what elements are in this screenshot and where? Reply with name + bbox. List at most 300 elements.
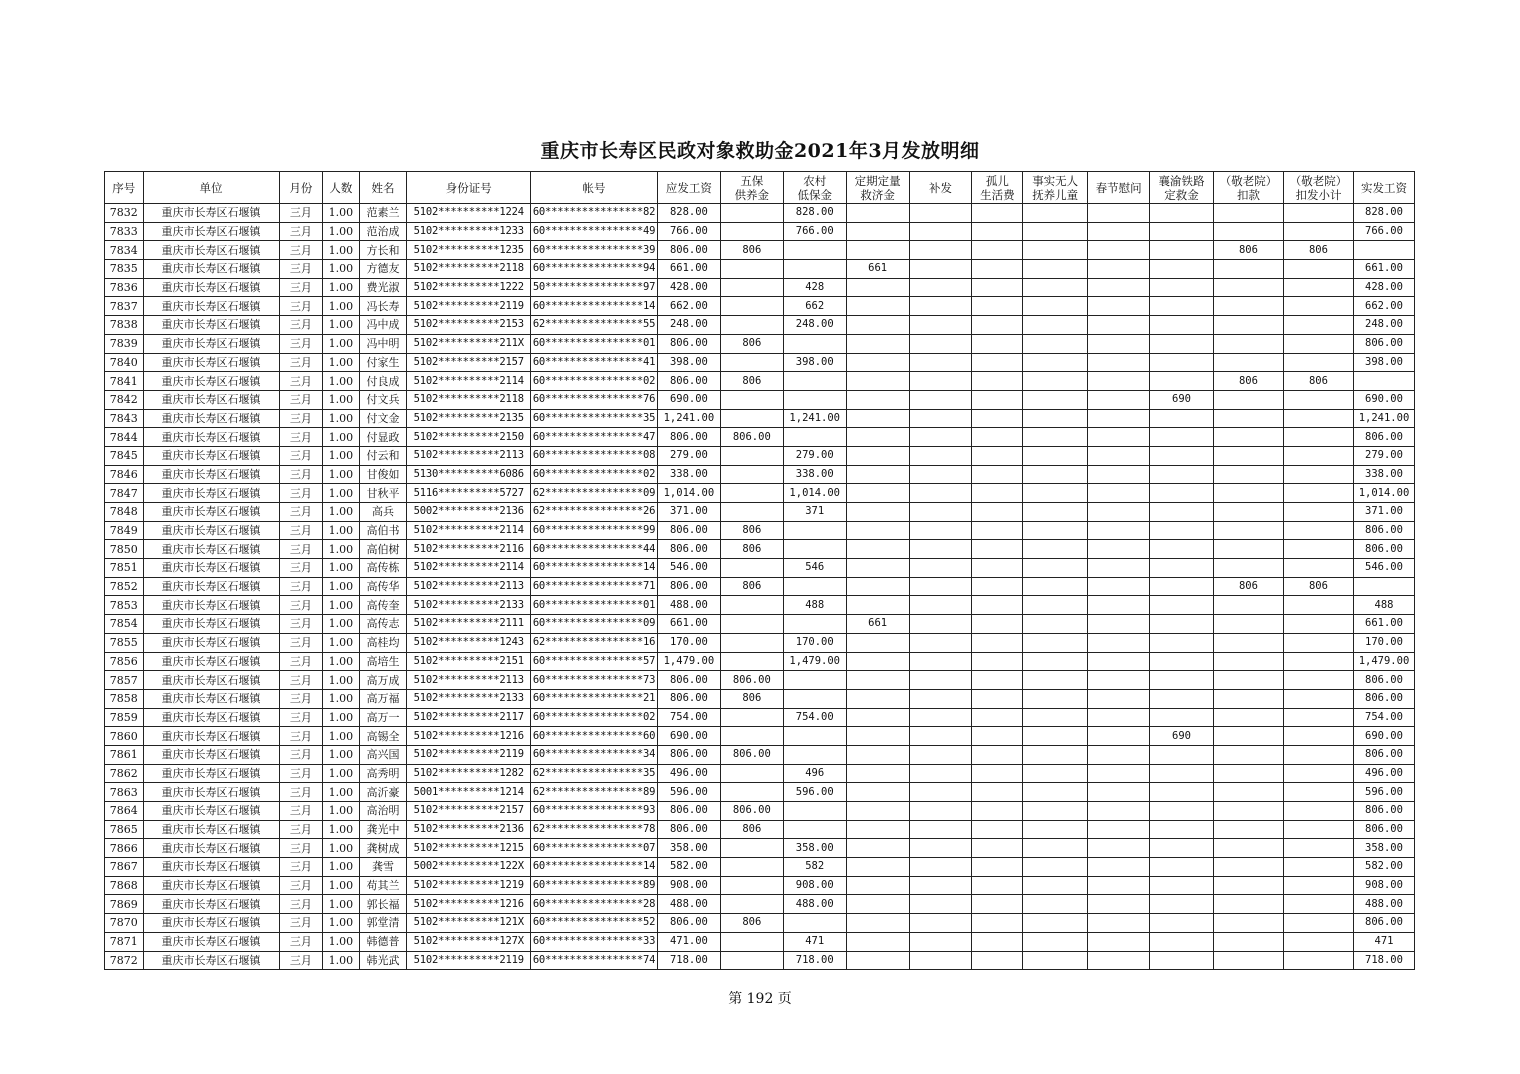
table-cell: 付良成	[359, 372, 407, 391]
table-cell: 908.00	[783, 876, 846, 895]
table-cell: 5102**********1222	[407, 278, 531, 297]
table-cell	[972, 316, 1023, 335]
table-cell	[720, 708, 783, 727]
table-cell: 1.00	[323, 353, 360, 372]
table-cell: 1.00	[323, 409, 360, 428]
table-cell	[1150, 465, 1214, 484]
table-cell: 5102**********2118	[407, 260, 531, 279]
table-cell: 三月	[279, 503, 323, 522]
table-cell	[1283, 745, 1353, 764]
table-cell	[720, 932, 783, 951]
table-cell: 7856	[105, 652, 144, 671]
table-cell: 高万福	[359, 689, 407, 708]
table-cell: 三月	[279, 615, 323, 634]
table-cell: 5102**********2114	[407, 559, 531, 578]
table-cell	[1023, 802, 1088, 821]
table-cell	[1023, 409, 1088, 428]
table-row	[105, 633, 1415, 652]
table-cell	[1213, 465, 1283, 484]
table-cell: 重庆市长寿区石堰镇	[143, 409, 279, 428]
column-header: 五保 供养金	[720, 172, 783, 204]
table-cell	[1023, 222, 1088, 241]
table-cell	[1150, 652, 1214, 671]
table-cell: 5102**********2136	[407, 820, 531, 839]
table-cell	[909, 689, 972, 708]
table-row	[105, 353, 1415, 372]
table-cell: 5102**********1224	[407, 204, 531, 223]
table-row	[105, 334, 1415, 353]
table-cell	[909, 820, 972, 839]
table-cell: 重庆市长寿区石堰镇	[143, 951, 279, 970]
table-cell: 428.00	[1353, 278, 1414, 297]
table-cell: 62****************35	[531, 764, 658, 783]
table-cell	[1023, 914, 1088, 933]
table-cell	[1023, 484, 1088, 503]
table-cell: 60****************82	[531, 204, 658, 223]
table-cell: 三月	[279, 783, 323, 802]
table-cell	[909, 372, 972, 391]
table-cell: 690.00	[1353, 390, 1414, 409]
table-cell	[720, 484, 783, 503]
table-cell: 1.00	[323, 745, 360, 764]
table-cell	[1283, 428, 1353, 447]
table-cell: 398.00	[783, 353, 846, 372]
table-cell: 7835	[105, 260, 144, 279]
table-cell	[783, 428, 846, 447]
table-cell: 7834	[105, 241, 144, 260]
table-cell: 5102**********2111	[407, 615, 531, 634]
table-row	[105, 222, 1415, 241]
table-cell	[846, 858, 909, 877]
table-cell: 7842	[105, 390, 144, 409]
table-cell	[846, 484, 909, 503]
table-cell: 806.00	[1353, 689, 1414, 708]
table-cell	[1088, 297, 1150, 316]
table-cell	[720, 409, 783, 428]
table-cell: 三月	[279, 633, 323, 652]
table-cell: 60****************60	[531, 727, 658, 746]
table-cell	[1088, 484, 1150, 503]
table-cell: 5130**********6086	[407, 465, 531, 484]
table-cell: 754.00	[657, 708, 720, 727]
table-cell: 7859	[105, 708, 144, 727]
table-cell	[1023, 895, 1088, 914]
table-cell: 7870	[105, 914, 144, 933]
table-cell	[1088, 503, 1150, 522]
table-cell: 754.00	[783, 708, 846, 727]
table-cell: 828.00	[783, 204, 846, 223]
table-cell: 661.00	[1353, 615, 1414, 634]
table-cell: 1.00	[323, 914, 360, 933]
table-cell: 806	[1213, 241, 1283, 260]
table-row	[105, 652, 1415, 671]
table-cell: 582.00	[657, 858, 720, 877]
table-row	[105, 297, 1415, 316]
table-cell	[909, 278, 972, 297]
table-cell	[972, 241, 1023, 260]
table-row	[105, 727, 1415, 746]
table-cell: 5102**********2114	[407, 372, 531, 391]
table-cell	[1150, 689, 1214, 708]
table-cell	[909, 951, 972, 970]
table-cell	[909, 204, 972, 223]
table-cell: 662.00	[1353, 297, 1414, 316]
table-cell	[846, 278, 909, 297]
table-cell	[1088, 708, 1150, 727]
table-cell: 1.00	[323, 876, 360, 895]
table-cell: 1.00	[323, 596, 360, 615]
table-cell	[972, 372, 1023, 391]
table-cell	[1088, 559, 1150, 578]
table-cell	[720, 297, 783, 316]
table-cell: 三月	[279, 876, 323, 895]
table-cell	[1283, 708, 1353, 727]
table-cell	[1283, 316, 1353, 335]
table-cell: 三月	[279, 671, 323, 690]
table-cell: 重庆市长寿区石堰镇	[143, 689, 279, 708]
table-cell: 908.00	[657, 876, 720, 895]
table-cell: 1.00	[323, 615, 360, 634]
table-cell: 806	[720, 334, 783, 353]
table-row	[105, 241, 1415, 260]
column-header: 序号	[105, 172, 144, 204]
table-cell: 高培生	[359, 652, 407, 671]
table-cell: 高传奎	[359, 596, 407, 615]
table-cell	[1023, 652, 1088, 671]
table-cell: 7848	[105, 503, 144, 522]
table-cell: 重庆市长寿区石堰镇	[143, 334, 279, 353]
table-cell	[1213, 783, 1283, 802]
table-cell: 806	[1213, 372, 1283, 391]
table-cell	[909, 652, 972, 671]
table-cell: 806.00	[1353, 914, 1414, 933]
table-row	[105, 839, 1415, 858]
table-row	[105, 708, 1415, 727]
table-cell	[1213, 727, 1283, 746]
table-cell	[1213, 521, 1283, 540]
table-cell	[909, 334, 972, 353]
table-cell	[972, 204, 1023, 223]
table-cell	[1088, 428, 1150, 447]
table-cell: 重庆市长寿区石堰镇	[143, 633, 279, 652]
table-cell	[1283, 820, 1353, 839]
table-cell	[720, 858, 783, 877]
table-cell: 806.00	[657, 671, 720, 690]
table-cell: 7865	[105, 820, 144, 839]
table-row	[105, 783, 1415, 802]
table-cell	[846, 727, 909, 746]
table-cell: 596.00	[783, 783, 846, 802]
table-cell: 60****************33	[531, 932, 658, 951]
table-cell	[909, 241, 972, 260]
table-cell	[1023, 316, 1088, 335]
table-cell: 806.00	[657, 689, 720, 708]
table-cell: 1.00	[323, 484, 360, 503]
table-cell: 高传志	[359, 615, 407, 634]
table-cell	[1088, 783, 1150, 802]
table-cell	[1213, 764, 1283, 783]
table-cell: 高兵	[359, 503, 407, 522]
table-cell: 806.00	[1353, 334, 1414, 353]
table-cell	[720, 204, 783, 223]
table-cell: 62****************55	[531, 316, 658, 335]
table-cell: 三月	[279, 297, 323, 316]
table-cell: 5102**********2118	[407, 390, 531, 409]
table-cell: 60****************34	[531, 745, 658, 764]
table-row	[105, 914, 1415, 933]
table-cell	[783, 727, 846, 746]
table-cell: 重庆市长寿区石堰镇	[143, 540, 279, 559]
table-cell: 806.00	[720, 428, 783, 447]
table-cell	[1088, 521, 1150, 540]
table-cell: 5102**********127X	[407, 932, 531, 951]
table-cell	[1213, 446, 1283, 465]
table-cell	[846, 241, 909, 260]
table-cell	[1213, 932, 1283, 951]
table-cell	[1213, 671, 1283, 690]
table-cell: 60****************02	[531, 372, 658, 391]
table-cell	[909, 876, 972, 895]
table-cell: 三月	[279, 858, 323, 877]
table-cell: 62****************26	[531, 503, 658, 522]
table-cell: 甘俊如	[359, 465, 407, 484]
table-cell: 62****************89	[531, 783, 658, 802]
table-cell: 690	[1150, 390, 1214, 409]
table-cell: 596.00	[1353, 783, 1414, 802]
table-cell	[846, 671, 909, 690]
table-cell	[909, 353, 972, 372]
table-cell: 1.00	[323, 503, 360, 522]
table-cell: 661	[846, 260, 909, 279]
table-cell: 5102**********2135	[407, 409, 531, 428]
table-cell: 重庆市长寿区石堰镇	[143, 745, 279, 764]
table-row	[105, 316, 1415, 335]
table-cell	[1088, 372, 1150, 391]
table-cell: 7868	[105, 876, 144, 895]
table-cell: 806.00	[657, 745, 720, 764]
table-cell	[720, 951, 783, 970]
table-cell	[1213, 633, 1283, 652]
column-header: （敬老院） 扣款	[1213, 172, 1283, 204]
table-cell	[1283, 278, 1353, 297]
table-cell: 60****************74	[531, 951, 658, 970]
table-cell	[909, 708, 972, 727]
table-cell: 806.00	[657, 820, 720, 839]
table-cell	[1150, 521, 1214, 540]
table-cell: 60****************73	[531, 671, 658, 690]
table-cell: 高伯书	[359, 521, 407, 540]
table-row	[105, 951, 1415, 970]
table-cell	[1150, 858, 1214, 877]
table-cell: 三月	[279, 708, 323, 727]
table-cell: 806.00	[657, 428, 720, 447]
table-cell	[846, 914, 909, 933]
table-cell: 7858	[105, 689, 144, 708]
table-cell	[1088, 278, 1150, 297]
table-cell	[1150, 951, 1214, 970]
table-cell	[1213, 484, 1283, 503]
table-cell	[1023, 559, 1088, 578]
table-cell: 三月	[279, 316, 323, 335]
table-cell: 三月	[279, 689, 323, 708]
table-cell: 806.00	[1353, 745, 1414, 764]
table-cell: 806.00	[720, 745, 783, 764]
table-cell: 5102**********121X	[407, 914, 531, 933]
table-cell: 三月	[279, 895, 323, 914]
table-cell: 重庆市长寿区石堰镇	[143, 820, 279, 839]
table-cell: 428	[783, 278, 846, 297]
table-cell	[1150, 559, 1214, 578]
column-header: 农村 低保金	[783, 172, 846, 204]
table-cell	[1283, 559, 1353, 578]
table-cell	[1150, 839, 1214, 858]
table-cell	[972, 409, 1023, 428]
table-cell: 661.00	[1353, 260, 1414, 279]
table-cell	[1150, 764, 1214, 783]
table-cell	[972, 708, 1023, 727]
table-cell	[909, 503, 972, 522]
table-cell: 1,241.00	[1353, 409, 1414, 428]
table-cell	[1283, 858, 1353, 877]
table-cell: 62****************16	[531, 633, 658, 652]
table-cell	[1283, 503, 1353, 522]
table-cell: 596.00	[657, 783, 720, 802]
table-cell	[909, 895, 972, 914]
table-cell	[1213, 689, 1283, 708]
table-cell	[1213, 876, 1283, 895]
table-cell: 三月	[279, 484, 323, 503]
table-cell: 7857	[105, 671, 144, 690]
table-cell	[783, 671, 846, 690]
table-cell	[1213, 914, 1283, 933]
table-cell	[909, 260, 972, 279]
table-cell: 661	[846, 615, 909, 634]
table-cell: 5102**********2119	[407, 297, 531, 316]
table-cell	[1213, 353, 1283, 372]
table-cell	[1283, 615, 1353, 634]
table-cell	[846, 316, 909, 335]
table-cell	[1213, 316, 1283, 335]
table-cell: 高伯树	[359, 540, 407, 559]
table-cell	[972, 260, 1023, 279]
table-cell	[1088, 409, 1150, 428]
table-row	[105, 876, 1415, 895]
table-cell	[1088, 689, 1150, 708]
column-header: 月份	[279, 172, 323, 204]
table-cell	[1023, 503, 1088, 522]
table-cell: 806.00	[657, 914, 720, 933]
table-cell	[1150, 615, 1214, 634]
table-cell: 60****************99	[531, 521, 658, 540]
table-cell	[846, 596, 909, 615]
table-cell	[1023, 727, 1088, 746]
table-cell: 三月	[279, 428, 323, 447]
table-cell: 7871	[105, 932, 144, 951]
page-number: 第 192 页	[728, 991, 792, 1007]
table-cell: 方长和	[359, 241, 407, 260]
table-cell	[972, 764, 1023, 783]
table-row	[105, 577, 1415, 596]
table-cell	[1150, 577, 1214, 596]
table-cell: 806	[720, 914, 783, 933]
table-cell: 重庆市长寿区石堰镇	[143, 446, 279, 465]
table-cell: 5102**********1219	[407, 876, 531, 895]
table-cell	[1088, 633, 1150, 652]
table-cell: 62****************09	[531, 484, 658, 503]
table-cell	[1150, 428, 1214, 447]
table-cell: 754.00	[1353, 708, 1414, 727]
table-cell	[720, 260, 783, 279]
table-cell: 806	[720, 372, 783, 391]
table-cell	[972, 858, 1023, 877]
table-cell: 661.00	[657, 260, 720, 279]
table-cell: 1.00	[323, 708, 360, 727]
table-cell	[1150, 633, 1214, 652]
table-cell: 重庆市长寿区石堰镇	[143, 503, 279, 522]
table-cell: 60****************89	[531, 876, 658, 895]
table-cell: 重庆市长寿区石堰镇	[143, 465, 279, 484]
table-cell: 7852	[105, 577, 144, 596]
table-cell	[1213, 540, 1283, 559]
table-cell: 718.00	[1353, 951, 1414, 970]
column-header: 应发工资	[657, 172, 720, 204]
table-cell: 1.00	[323, 820, 360, 839]
table-cell: 60****************28	[531, 895, 658, 914]
table-cell	[1213, 297, 1283, 316]
table-cell: 62****************78	[531, 820, 658, 839]
table-cell	[720, 596, 783, 615]
table-cell: 398.00	[657, 353, 720, 372]
table-cell: 1.00	[323, 764, 360, 783]
table-cell	[972, 334, 1023, 353]
table-cell: 806	[1283, 577, 1353, 596]
table-row	[105, 521, 1415, 540]
table-cell: 5102**********2113	[407, 671, 531, 690]
table-cell	[846, 465, 909, 484]
column-header: 春节慰问	[1088, 172, 1150, 204]
table-cell: 付显政	[359, 428, 407, 447]
table-cell: 冯中明	[359, 334, 407, 353]
table-cell	[1088, 876, 1150, 895]
table-cell	[1088, 727, 1150, 746]
table-cell: 1.00	[323, 278, 360, 297]
table-cell: 7851	[105, 559, 144, 578]
table-cell	[1023, 465, 1088, 484]
table-cell: 7833	[105, 222, 144, 241]
table-cell	[783, 540, 846, 559]
table-cell: 1.00	[323, 577, 360, 596]
table-cell	[1213, 559, 1283, 578]
table-cell	[1150, 204, 1214, 223]
table-cell: 766.00	[783, 222, 846, 241]
table-cell	[720, 390, 783, 409]
table-cell: 5102**********1215	[407, 839, 531, 858]
table-cell	[846, 390, 909, 409]
table-cell: 高桂均	[359, 633, 407, 652]
table-cell: 806	[720, 689, 783, 708]
table-cell	[1088, 241, 1150, 260]
table-row	[105, 409, 1415, 428]
table-cell	[1213, 222, 1283, 241]
table-cell: 1.00	[323, 297, 360, 316]
table-cell: 60****************35	[531, 409, 658, 428]
table-cell	[846, 559, 909, 578]
table-cell: 高传栋	[359, 559, 407, 578]
table-cell	[1150, 876, 1214, 895]
table-cell: 重庆市长寿区石堰镇	[143, 727, 279, 746]
table-cell: 1,479.00	[783, 652, 846, 671]
table-cell	[846, 521, 909, 540]
